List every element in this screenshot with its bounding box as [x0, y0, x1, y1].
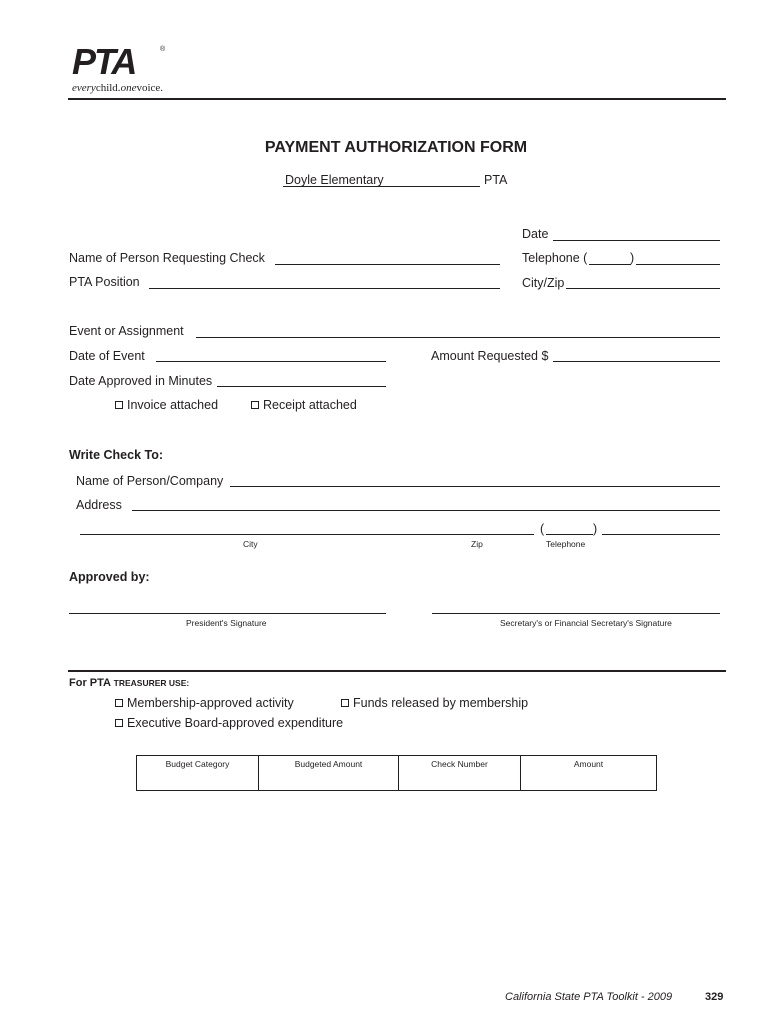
payee-cityzip-line[interactable] — [80, 534, 534, 535]
approved-minutes-line[interactable] — [217, 386, 386, 387]
logo-wordmark: PTA — [72, 41, 136, 82]
budget-category-cell[interactable]: Budget Category — [137, 756, 259, 791]
payee-heading: Write Check To: — [69, 448, 163, 462]
school-suffix: PTA — [484, 173, 508, 187]
payee-paren-close: ) — [593, 522, 598, 536]
approved-minutes-label: Date Approved in Minutes — [69, 374, 213, 388]
payee-name-label: Name of Person/Company — [76, 474, 224, 488]
amount-line[interactable] — [553, 361, 720, 362]
cityzip-label: City/Zip — [522, 276, 565, 290]
payee-telephone-line[interactable] — [602, 534, 720, 535]
funds-checkbox[interactable] — [341, 699, 349, 707]
budget-table — [136, 755, 657, 791]
city-caption: City — [243, 539, 258, 549]
treasurer-heading: For PTA TREASURER USE: — [69, 677, 190, 689]
receipt-option[interactable]: Receipt attached — [251, 398, 357, 412]
school-name: Doyle Elementary — [285, 173, 384, 187]
telephone-area-line[interactable] — [589, 264, 631, 265]
event-label: Event or Assignment — [69, 324, 184, 338]
event-line[interactable] — [196, 337, 720, 338]
date-label: Date — [522, 227, 549, 241]
date-line[interactable] — [553, 240, 720, 241]
zip-caption: Zip — [471, 539, 483, 549]
footer-source: California State PTA Toolkit - 2009 — [505, 991, 673, 1003]
president-signature-line[interactable] — [69, 613, 386, 614]
invoice-checkbox[interactable] — [115, 401, 123, 409]
telephone-label: Telephone ( — [522, 251, 588, 265]
event-date-label: Date of Event — [69, 349, 145, 363]
telephone-close-paren: ) — [630, 251, 635, 265]
board-option[interactable]: Executive Board-approved expenditure — [115, 716, 343, 730]
amount-cell[interactable]: Amount — [521, 756, 657, 791]
page-number: 329 — [705, 991, 724, 1003]
president-caption: President's Signature — [186, 618, 267, 628]
membership-checkbox[interactable] — [115, 699, 123, 707]
payee-area-code-line[interactable] — [546, 534, 593, 535]
school-name-line[interactable] — [283, 186, 480, 187]
form-title: PAYMENT AUTHORIZATION FORM — [264, 139, 528, 156]
registered-mark-icon: ® — [160, 46, 166, 53]
amount-label: Amount Requested $ — [431, 349, 549, 363]
requester-label: Name of Person Requesting Check — [69, 251, 265, 265]
payee-address-line[interactable] — [132, 510, 720, 511]
position-label: PTA Position — [69, 275, 140, 289]
logo-tagline: everychild.onevoice. — [72, 82, 164, 94]
funds-option[interactable]: Funds released by membership — [341, 696, 528, 710]
receipt-checkbox[interactable] — [251, 401, 259, 409]
approval-heading: Approved by: — [69, 570, 150, 584]
telephone-caption: Telephone — [546, 539, 586, 549]
treasurer-rule — [68, 670, 726, 672]
telephone-number-line[interactable] — [636, 264, 720, 265]
payee-paren-open: ( — [540, 522, 545, 536]
payee-address-label: Address — [76, 498, 122, 512]
position-line[interactable] — [149, 288, 500, 289]
secretary-signature-line[interactable] — [432, 613, 720, 614]
budget-table-row — [137, 756, 657, 791]
check-number-cell[interactable]: Check Number — [399, 756, 521, 791]
event-date-line[interactable] — [156, 361, 386, 362]
secretary-caption: Secretary's or Financial Secretary's Signature — [500, 618, 672, 628]
payee-name-line[interactable] — [230, 486, 720, 487]
membership-option[interactable]: Membership-approved activity — [115, 696, 294, 710]
budgeted-amount-cell[interactable]: Budgeted Amount — [259, 756, 399, 791]
cityzip-line[interactable] — [566, 288, 720, 289]
pta-logo — [72, 41, 166, 94]
requester-line[interactable] — [275, 264, 500, 265]
invoice-option[interactable]: Invoice attached — [115, 398, 218, 412]
board-checkbox[interactable] — [115, 719, 123, 727]
header-rule — [68, 98, 726, 100]
